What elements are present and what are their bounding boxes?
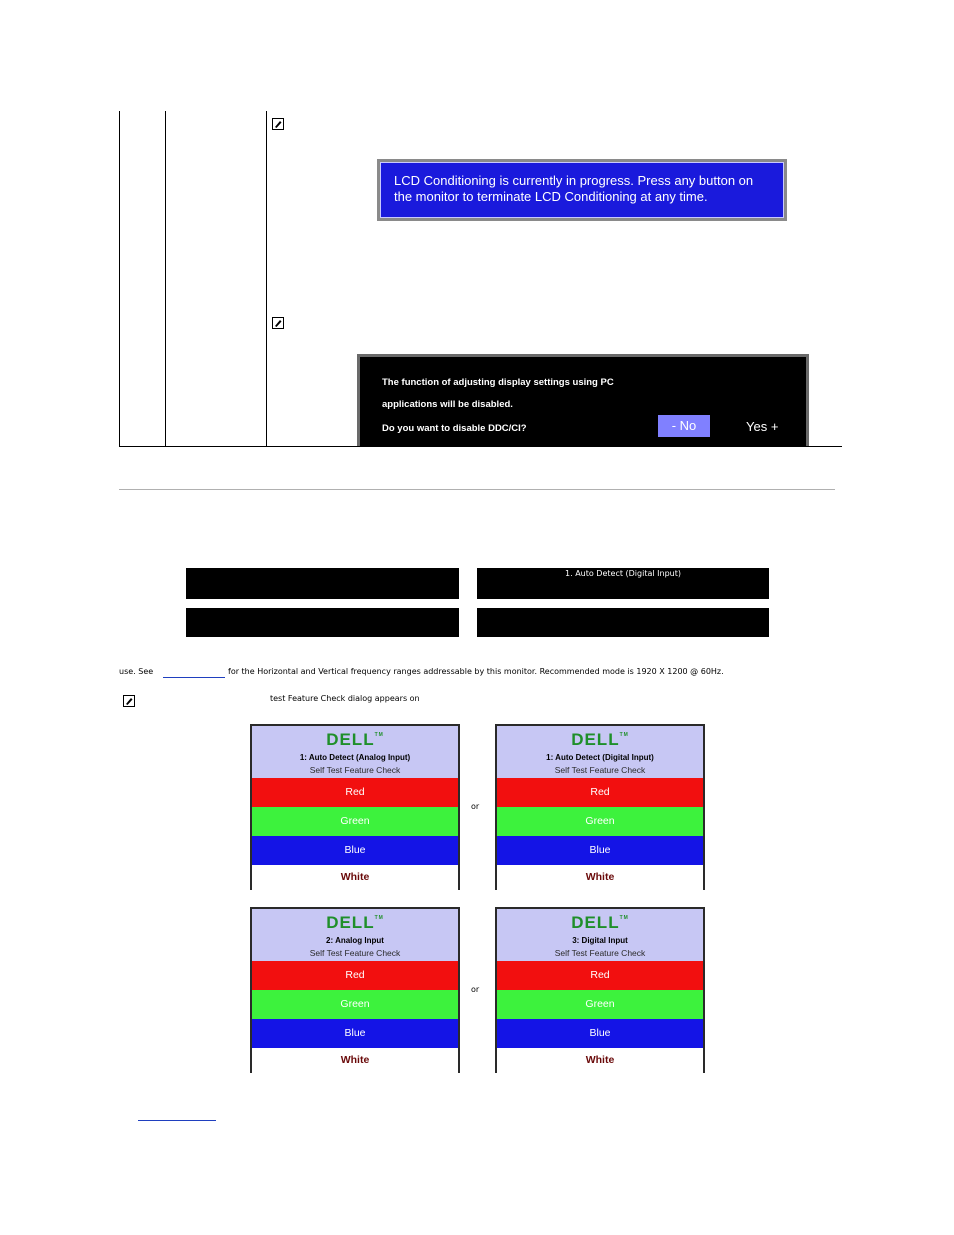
dell-logo: DELL™	[326, 913, 384, 932]
blue-strip: Blue	[497, 1019, 703, 1048]
panel-title: 1: Auto Detect (Analog Input)	[299, 753, 411, 762]
red-strip: Red	[252, 961, 458, 990]
white-strip: White	[252, 865, 458, 890]
self-test-panel-digital-auto	[495, 724, 705, 890]
table-border-col3	[266, 111, 267, 446]
section-divider	[119, 489, 835, 490]
white-strip: White	[252, 1048, 458, 1073]
or-separator: or	[471, 985, 480, 994]
ddc-question: Do you want to disable DDC/CI?	[382, 423, 527, 434]
panel-subtitle: Self Test Feature Check	[309, 948, 401, 958]
auto-detect-digital-label: 1. Auto Detect (Digital Input)	[565, 569, 681, 578]
panel-subtitle: Self Test Feature Check	[554, 765, 646, 775]
table-border-bottom	[119, 446, 842, 447]
frequency-range-text: for the Horizontal and Vertical frequency ranges addressable by this monitor. Recommended mode is 1920 X 1200 @ 60Hz.	[228, 667, 724, 676]
ddc-line-1: The function of adjusting display settings using PC	[382, 377, 614, 388]
panel-subtitle: Self Test Feature Check	[309, 765, 401, 775]
dell-logo: DELL™	[571, 913, 629, 932]
dell-logo: DELL™	[326, 730, 384, 749]
note-text: test Feature Check dialog appears on	[270, 694, 420, 703]
panel-title: 2: Analog Input	[326, 936, 384, 945]
green-strip: Green	[252, 807, 458, 836]
message-bar-2	[477, 568, 769, 599]
self-test-panel-digital	[495, 907, 705, 1073]
panel-title: 1: Auto Detect (Digital Input)	[546, 753, 654, 762]
use-prefix-text: use. See	[119, 667, 154, 676]
note-icon	[272, 317, 284, 329]
specifications-link[interactable]	[163, 677, 225, 678]
red-strip: Red	[252, 778, 458, 807]
panel-subtitle: Self Test Feature Check	[554, 948, 646, 958]
message-bar-3	[186, 608, 459, 637]
white-strip: White	[497, 1048, 703, 1073]
table-border-col2	[165, 111, 166, 446]
note-icon	[272, 118, 284, 130]
message-bar-1	[186, 568, 459, 599]
blue-strip: Blue	[497, 836, 703, 865]
panel-title: 3: Digital Input	[572, 936, 628, 945]
ddc-line-2: applications will be disabled.	[382, 399, 513, 410]
back-to-contents-link[interactable]	[138, 1120, 216, 1121]
lcd-conditioning-message	[377, 159, 787, 221]
green-strip: Green	[497, 990, 703, 1019]
blue-strip: Blue	[252, 1019, 458, 1048]
yes-button[interactable]: Yes +	[746, 419, 779, 434]
lcd-line-1: LCD Conditioning is currently in progress. Press any button on	[394, 173, 754, 188]
ddc-ci-dialog	[357, 354, 809, 446]
or-separator: or	[471, 802, 480, 811]
self-test-panel-analog	[250, 907, 460, 1073]
no-button[interactable]: - No	[658, 415, 710, 437]
red-strip: Red	[497, 961, 703, 990]
note-icon	[123, 695, 135, 707]
self-test-panel-analog-auto	[250, 724, 460, 890]
table-border-left	[119, 111, 120, 446]
red-strip: Red	[497, 778, 703, 807]
green-strip: Green	[252, 990, 458, 1019]
dell-logo: DELL™	[571, 730, 629, 749]
blue-strip: Blue	[252, 836, 458, 865]
message-bar-4	[477, 608, 769, 637]
lcd-line-2: the monitor to terminate LCD Conditioning at any time.	[394, 189, 708, 204]
white-strip: White	[497, 865, 703, 890]
green-strip: Green	[497, 807, 703, 836]
